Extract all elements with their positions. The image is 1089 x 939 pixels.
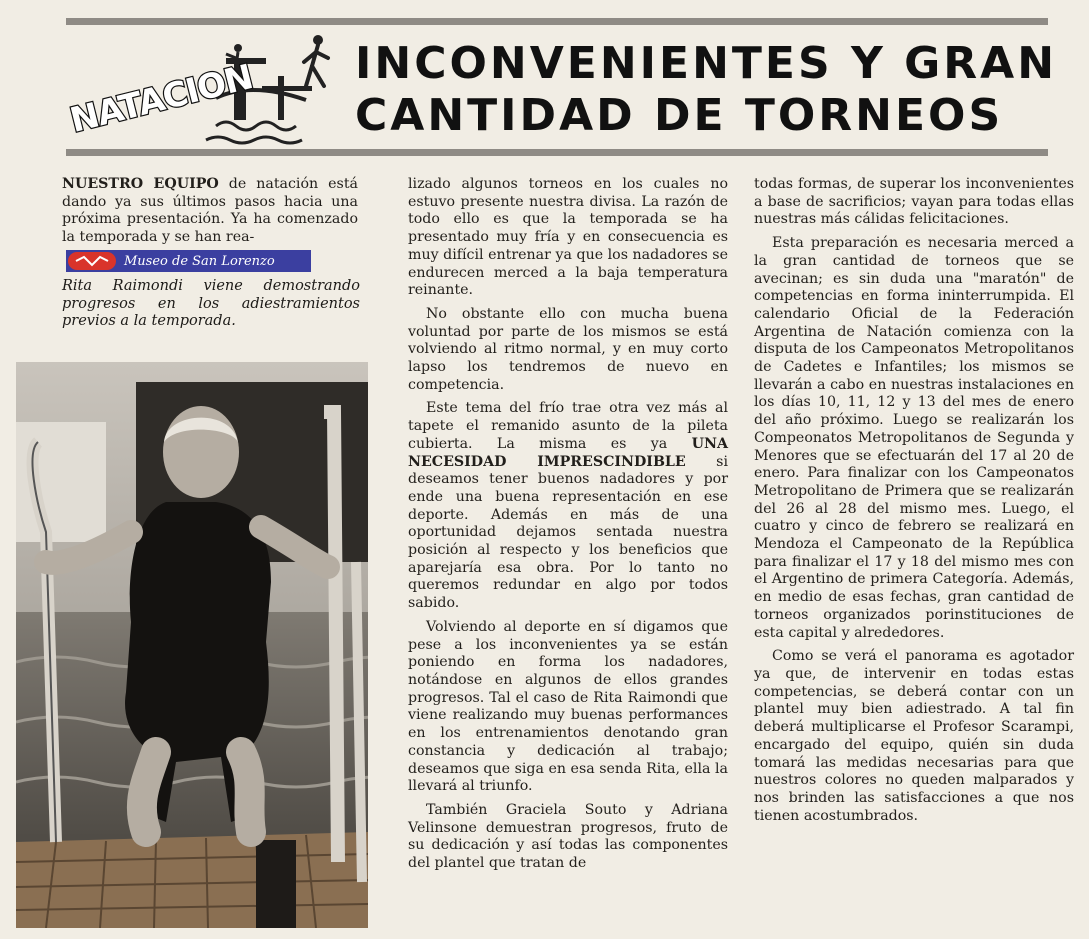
paragraph-3-start: Este tema del frío trae otra vez más al tapete el remanido asunto de la pileta cubierta. La misma es ya	[408, 400, 728, 452]
article-headline	[355, 38, 1058, 142]
column-2-paragraph-4: Volviendo al deporte en sí digamos que pese a los inconvenientes ya se están poniendo en forma los nadadores, notándose en algunos de ellos grandes progresos. Tal el caso de Rita Raimondi que viene realizando muy buenas performances en los entrenamientos denotando gran constancia y dedicación al trabajo; deseamos que siga en esa senda Rita, ella la llevará al triunfo.	[408, 618, 728, 795]
svg-text:NATACION: NATACION	[66, 57, 257, 141]
headline-line-1: INCONVENIENTES Y GRAN	[355, 38, 1058, 89]
photo-caption: Rita Raimondi viene demostrando progresos en los adiestramientos previos a la temporada.	[62, 278, 360, 330]
column-3-paragraph-1: todas formas, de superar los inconvenientes a base de sacrificios; vayan para todas ellas nuestras más cálidas felicitaciones.	[754, 176, 1074, 228]
column-2-paragraph-3	[408, 400, 728, 612]
column-2-paragraph-1: lizado algunos torneos en los cuales no estuvo presente nuestra divisa. La razón de todo ello es que la temporada se ha presentado muy fría y en consecuencia es muy difícil entrenar ya que los nadadores se endurecen merced a la baja temperatura reinante.	[408, 176, 728, 299]
lead-in: NUESTRO EQUIPO	[62, 176, 219, 192]
headline-line-2: CANTIDAD DE TORNEOS	[355, 90, 1004, 141]
watermark-text: Museo de San Lorenzo	[124, 253, 275, 269]
swimmer-photo	[16, 362, 368, 928]
column-2-paragraph-2: No obstante ello con mucha buena voluntad por parte de los mismos se está volviendo al ritmo normal, y en muy corto lapso los tendremos de nuevo en competencia.	[408, 305, 728, 393]
header-rule-bottom	[66, 149, 1048, 156]
paragraph-3-end: si deseamos tener buenos nadadores y por ende una buena representación en ese deporte. Además en más de una oportunidad dejamos sentada nuestra posición al respecto y los beneficios que aparejaría esa obra. Por lo tanto no queremos redundar en algo por todos sabido.	[408, 453, 728, 612]
article-column-1	[62, 176, 358, 247]
article-column-2	[408, 176, 728, 879]
natacion-logo	[66, 28, 332, 148]
column-3-paragraph-3: Como se verá el panorama es agotador ya que, de intervenir en todas estas competencias, se deberá contar con un plantel muy bien adiestrado. A tal fin deberá multiplicarse el Profesor Scarampi, encargado del equipo, quién sin duda tomará las medidas necesarias para que nuestros colores no queden malparados y nos brinden las satisfacciones a que nos tienen acostumbrados.	[754, 648, 1074, 824]
museum-watermark	[66, 250, 311, 272]
article-column-3	[754, 176, 1074, 831]
museum-logo-icon	[68, 252, 116, 270]
column-2-paragraph-5: También Graciela Souto y Adriana Velinsone demuestran progresos, fruto de su dedicación y así todas las componentes del plantel que tratan de	[408, 801, 728, 872]
column-3-paragraph-2: Esta preparación es necesaria merced a la gran cantidad de torneos que se avecinan; es sin duda una "maratón" de competencias en forma ininterrumpida. El calendario Oficial de la Federación Argentina de Natación comienza con la disputa de los Campeonatos Metropolitanos de Cadetes e Infantiles; los mismos se llevarán a cabo en nuestras instalaciones en los días 10, 11, 12 y 13 del mes de enero del año próximo. Luego se realizarán los Compeonatos Metropolitanos de Segunda y Menores que se efectuarán del 17 al 20 de enero. Para finalizar con los Campeonatos Metropolitano de Primera que se realizarán del 26 al 28 del mismo mes. Luego, el cuatro y cinco de febrero se realizará en Mendoza el Campeonato de la República para finalizar el 17 y 18 del mismo mes con el Argentino de primera Categoría. Además, en medio de esas fechas, gran cantidad de torneos organizados porinstituciones de esta capital y alrededores.	[754, 235, 1074, 641]
header-rule-top	[66, 18, 1048, 25]
emphasis-caps: UNA NECESIDAD IMPRESCINDIBLE	[408, 435, 728, 470]
column-1-text: de natación está dando ya sus últimos pasos hacia una próxima presentación. Ya ha comenzado la temporada y se han rea-	[62, 176, 358, 246]
